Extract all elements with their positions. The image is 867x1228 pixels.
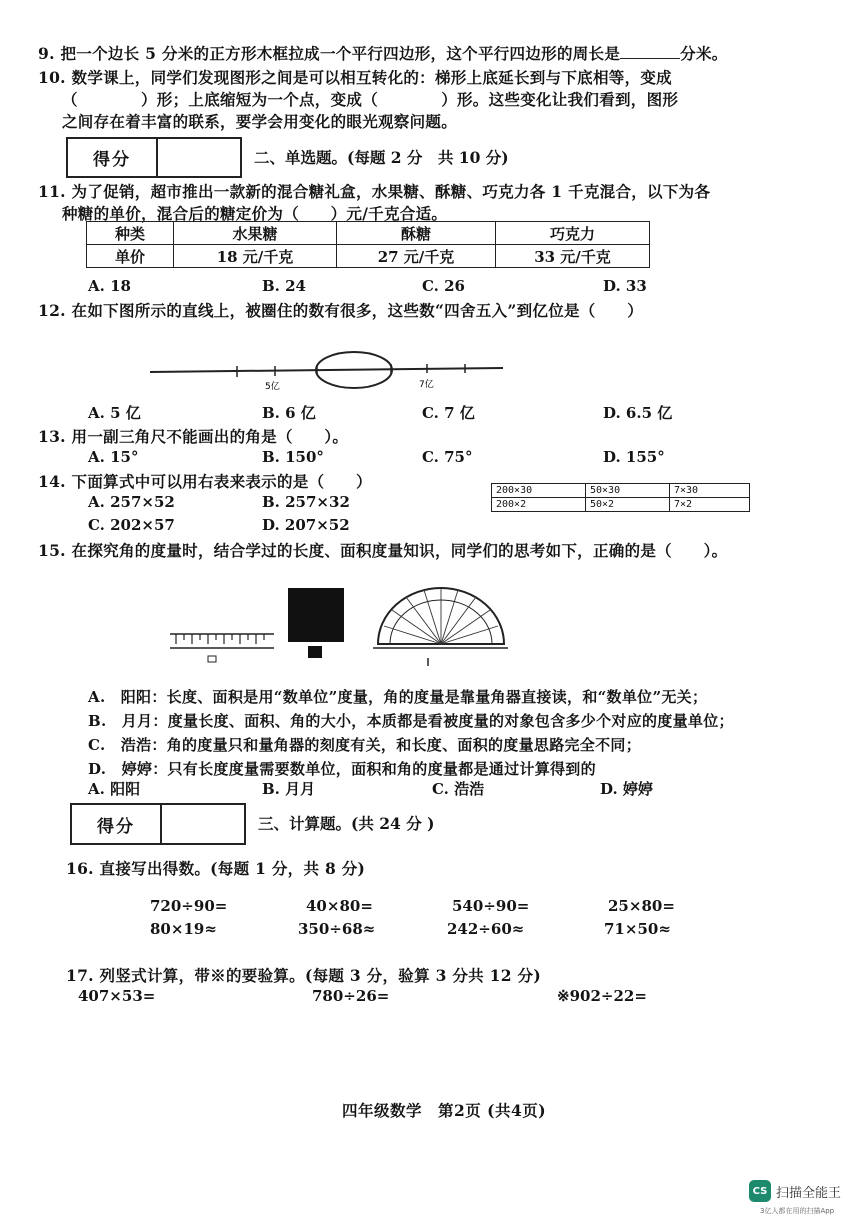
- option-a: A. 15°: [88, 448, 139, 466]
- protractor-icon: [373, 588, 508, 666]
- calc-item: 71×50≈: [604, 920, 671, 938]
- label-5-yi: 5亿: [265, 382, 280, 392]
- label-7-yi: 7亿: [419, 380, 434, 390]
- calc-item: 780÷26=: [312, 987, 390, 1005]
- calc-item: 720÷90=: [150, 897, 228, 915]
- option-d: D. 6.5 亿: [603, 404, 673, 422]
- table-cell: 200×30: [492, 484, 586, 498]
- table-row: [87, 222, 650, 245]
- question-11-line2: 种糖的单价，混合后的糖定价为（ ）元/千克合适。: [62, 204, 448, 223]
- option-a: A. 257×52: [88, 493, 175, 511]
- question-10-line1: 10. 数学课上，同学们发现图形之间是可以相互转化的：梯形上底延长到与下底相等，变成: [38, 68, 672, 87]
- calc-item: 80×19≈: [150, 920, 217, 938]
- table-cell: 33 元/千克: [496, 245, 650, 268]
- question-12-text: 12. 在如下图所示的直线上，被圈住的数有很多，这些数“四舍五入”到亿位是（ ）: [38, 301, 643, 320]
- section-2-title: 二、单选题。(每题 2 分 共 10 分): [254, 148, 509, 167]
- answer-blank: [620, 44, 680, 59]
- option-c: C. 浩浩: [432, 780, 485, 798]
- option-b: B. 6 亿: [262, 404, 316, 422]
- measurement-tools-figure: [168, 582, 513, 682]
- option-c: C. 75°: [422, 448, 473, 466]
- option-b: B. 月月: [262, 780, 316, 798]
- option-b: B. 24: [262, 277, 306, 295]
- option-a: A. 18: [88, 277, 131, 295]
- score-box-section-2: [66, 137, 242, 178]
- table-cell: 27 元/千克: [337, 245, 496, 268]
- question-10-line3: 之间存在着丰富的联系，要学会用变化的眼光观察问题。: [62, 112, 458, 131]
- table-cell: 7×30: [670, 484, 750, 498]
- statement-a: A. 阳阳：长度、面积是用“数单位”度量，角的度量是靠量角器直接读，和“数单位”无关；: [88, 688, 708, 706]
- calc-item: 40×80=: [306, 897, 373, 915]
- calc-item: 540÷90=: [452, 897, 530, 915]
- statement-c: C. 浩浩：角的度量只和量角器的刻度有关，和长度、面积的度量思路完全不同；: [88, 736, 642, 754]
- question-9-text: 9. 把一个边长 5 分米的正方形木框拉成一个平行四边形，这个平行四边形的周长是: [38, 44, 621, 63]
- calc-item: 25×80=: [608, 897, 675, 915]
- camscanner-logo-icon: CS: [749, 1180, 771, 1202]
- table-row: [492, 484, 750, 498]
- question-15-text: 15. 在探究角的度量时，结合学过的长度、面积度量知识，同学们的思考如下，正确的是（ ）。: [38, 541, 728, 560]
- score-cell: [162, 805, 244, 843]
- option-c: C. 202×57: [88, 516, 175, 534]
- option-d: D. 207×52: [262, 516, 350, 534]
- table-cell: 种类: [87, 222, 174, 245]
- number-line: [150, 368, 503, 372]
- table-row: [492, 498, 750, 512]
- score-box-section-3: [70, 803, 246, 845]
- area-square-icon: [288, 588, 344, 658]
- option-c: C. 26: [422, 277, 465, 295]
- watermark-subtitle: 3亿人都在用的扫描App: [760, 1207, 835, 1215]
- ruler-icon: [170, 634, 274, 662]
- calc-item: ※902÷22=: [557, 987, 647, 1005]
- candy-price-table: [86, 221, 650, 268]
- watermark-name: 扫描全能王: [776, 1186, 842, 1201]
- option-d: D. 155°: [603, 448, 665, 466]
- option-b: B. 257×32: [262, 493, 350, 511]
- multiplication-table: [491, 483, 750, 512]
- question-17-text: 17. 列竖式计算，带※的要验算。(每题 3 分，验算 3 分共 12 分): [66, 966, 541, 985]
- table-cell: 50×30: [586, 484, 670, 498]
- question-9: [38, 42, 728, 64]
- question-13-text: 13. 用一副三角尺不能画出的角是（ ）。: [38, 427, 349, 446]
- option-a: A. 5 亿: [88, 404, 141, 422]
- table-cell: 50×2: [586, 498, 670, 512]
- table-cell: 7×2: [670, 498, 750, 512]
- option-c: C. 7 亿: [422, 404, 475, 422]
- table-cell: 水果糖: [174, 222, 337, 245]
- score-cell: [158, 139, 240, 176]
- number-line-figure: [145, 346, 510, 396]
- calc-item: 350÷68≈: [298, 920, 376, 938]
- question-11-line1: 11. 为了促销，超市推出一款新的混合糖礼盒，水果糖、酥糖、巧克力各 1 千克混合，以下为各: [38, 182, 711, 201]
- question-10-line2: （ ）形；上底缩短为一个点，变成（ ）形。这些变化让我们看到，图形: [62, 90, 679, 109]
- page-footer: 四年级数学 第2页 (共4页): [342, 1101, 547, 1120]
- table-cell: 酥糖: [337, 222, 496, 245]
- statement-b: B. 月月：度量长度、面积、角的大小，本质都是看被度量的对象包含多少个对应的度量单位；: [88, 712, 734, 730]
- section-3-title: 三、计算题。(共 24 分 ): [258, 814, 435, 833]
- question-14-text: 14. 下面算式中可以用右表来表示的是（ ）: [38, 472, 372, 491]
- calc-item: 407×53=: [78, 987, 156, 1005]
- table-cell: 18 元/千克: [174, 245, 337, 268]
- table-row: [87, 245, 650, 268]
- calc-item: 242÷60≈: [447, 920, 525, 938]
- table-cell: 巧克力: [496, 222, 650, 245]
- question-16-text: 16. 直接写出得数。(每题 1 分，共 8 分): [66, 859, 366, 878]
- option-a: A. 阳阳: [88, 780, 141, 798]
- score-label: 得分: [72, 805, 162, 843]
- score-label: 得分: [68, 139, 158, 176]
- table-cell: 单价: [87, 245, 174, 268]
- table-cell: 200×2: [492, 498, 586, 512]
- option-b: B. 150°: [262, 448, 324, 466]
- option-d: D. 33: [603, 277, 647, 295]
- option-d: D. 婷婷: [600, 780, 653, 798]
- question-9-tail: 分米。: [680, 44, 728, 63]
- statement-d: D. 婷婷：只有长度度量需要数单位，面积和角的度量都是通过计算得到的: [88, 760, 596, 778]
